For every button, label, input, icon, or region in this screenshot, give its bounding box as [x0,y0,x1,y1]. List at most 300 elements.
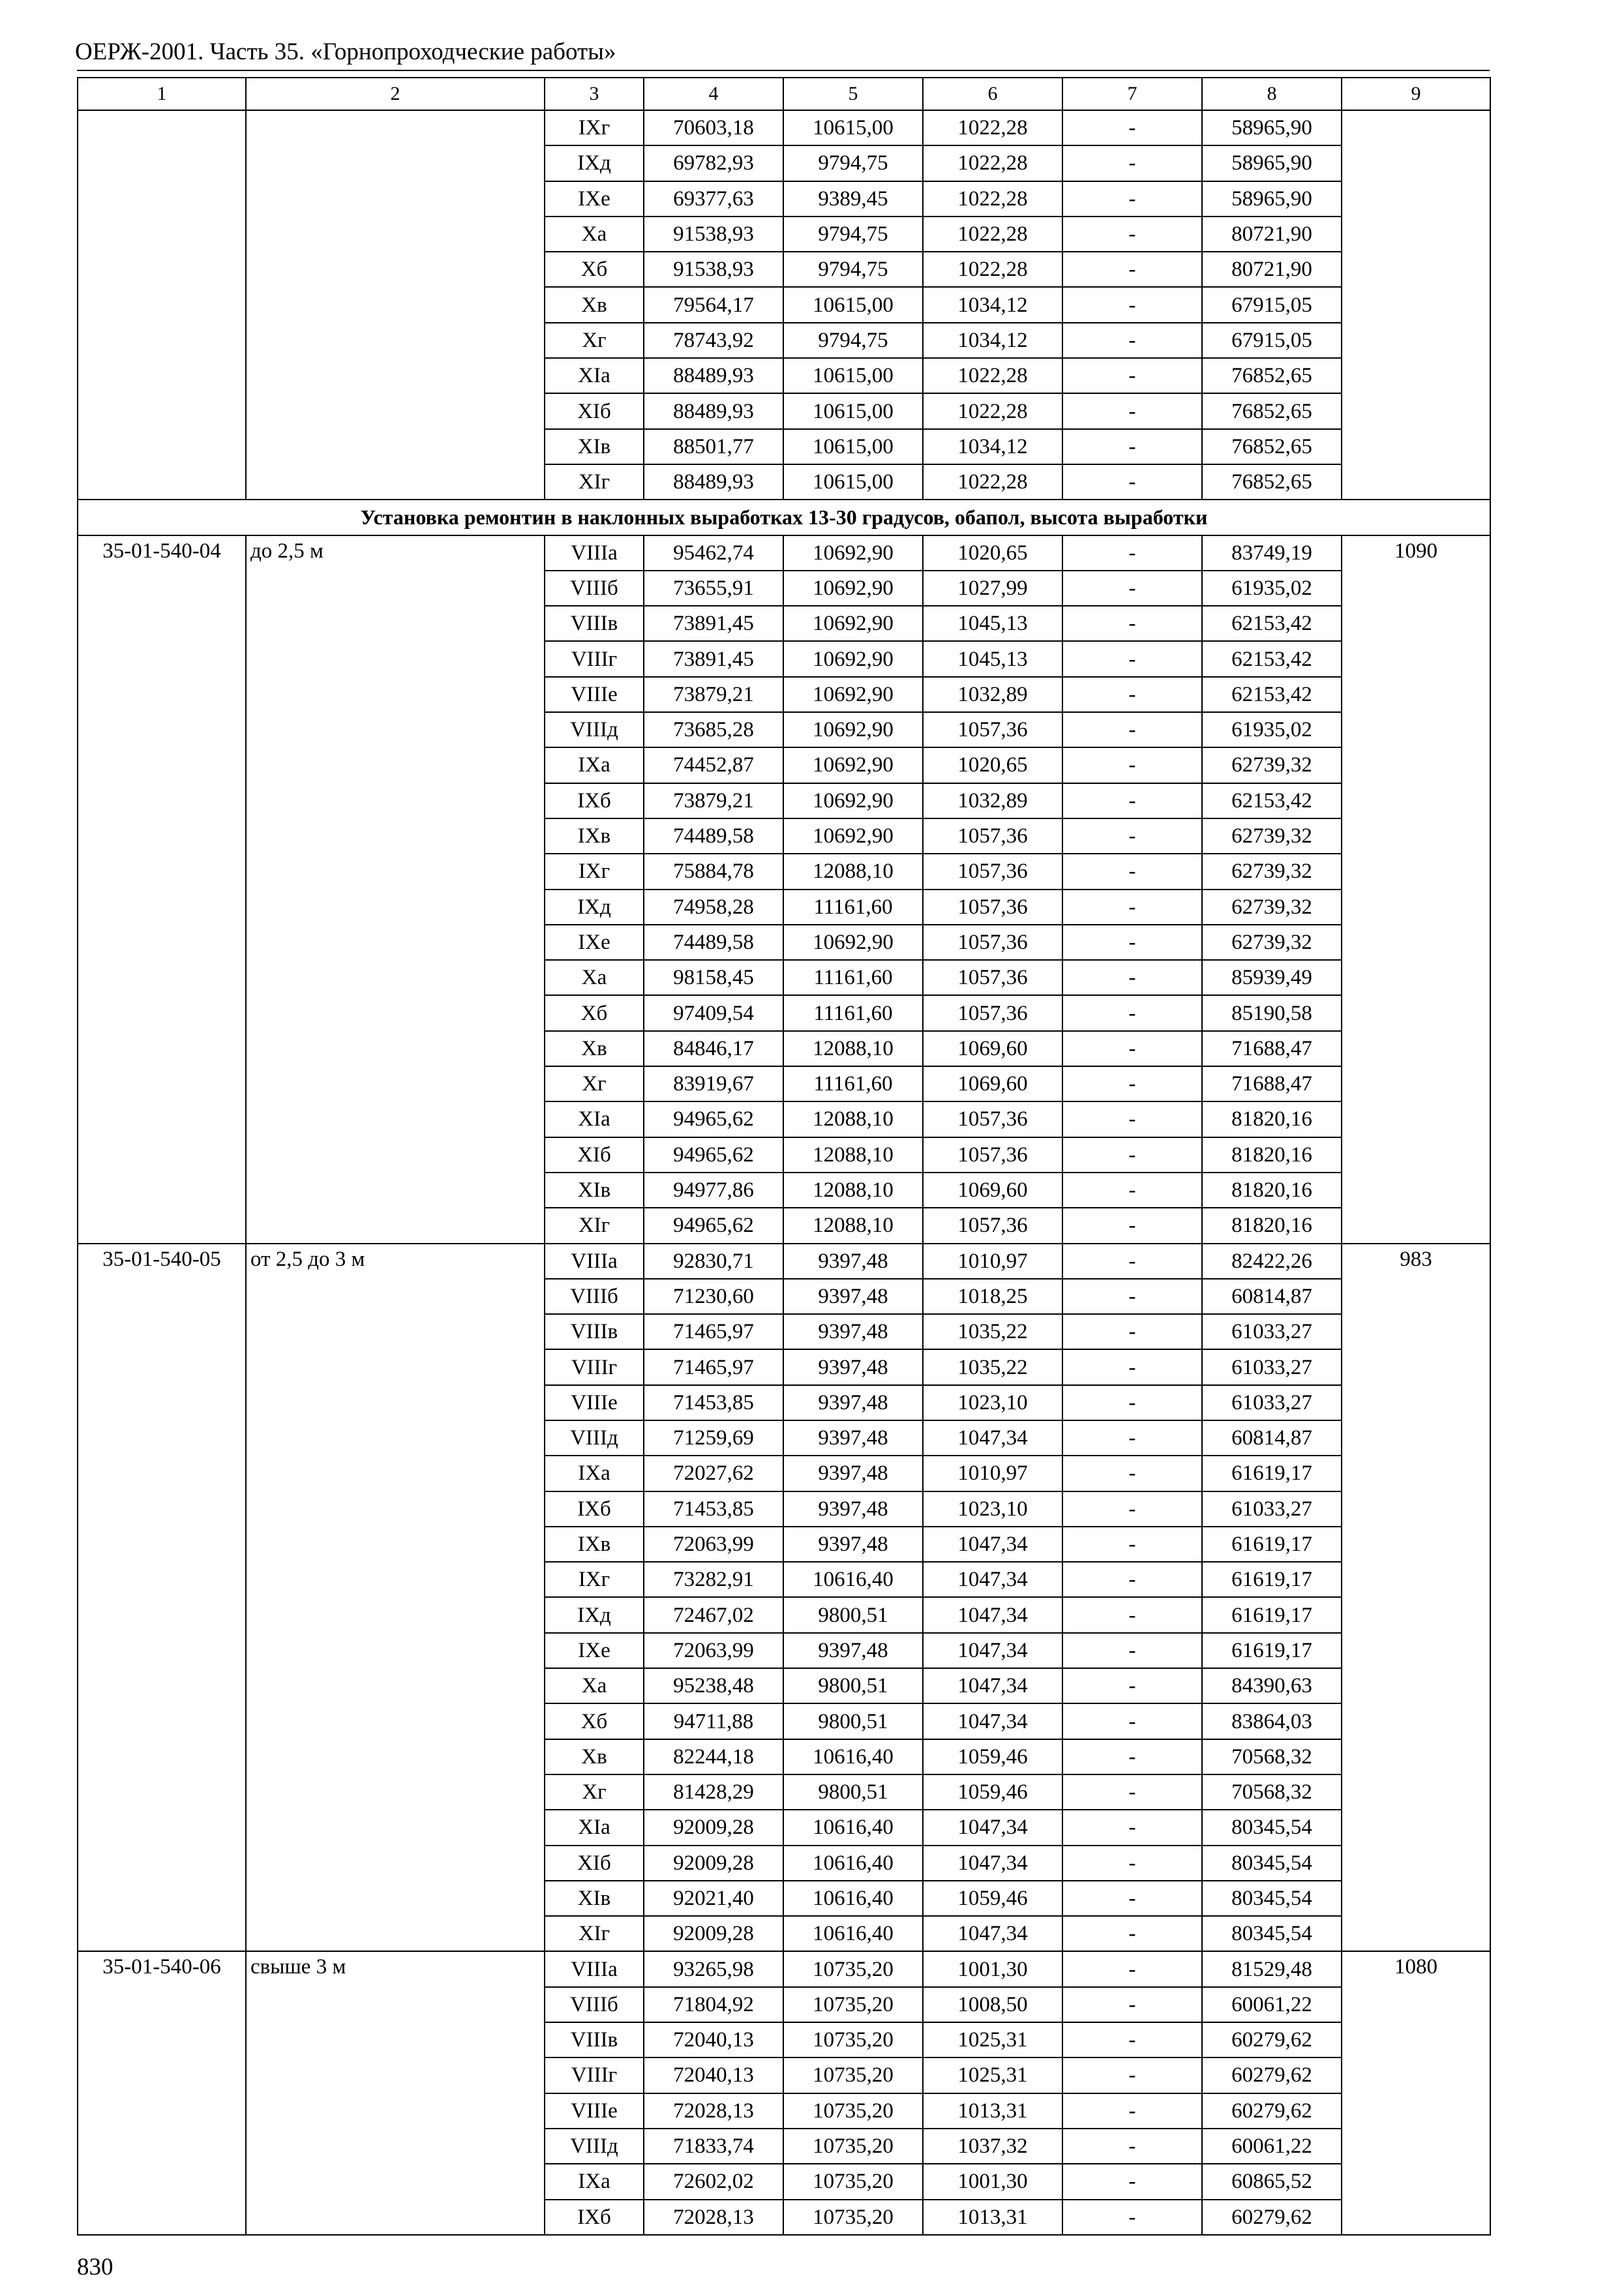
materials-cell: 61935,02 [1202,571,1342,606]
machine-cost-cell: 1032,89 [923,783,1062,818]
grade-cell: XIа [545,358,644,393]
operator-wages-cell: - [1062,1527,1202,1562]
direct-cost-cell: 88489,93 [644,464,783,500]
operator-wages-cell: - [1062,712,1202,747]
direct-cost-cell: 94965,62 [644,1137,783,1173]
wages-cell: 9794,75 [783,217,923,252]
wages-cell: 9397,48 [783,1527,923,1562]
machine-cost-cell: 1057,36 [923,995,1062,1030]
operator-wages-cell: - [1062,1774,1202,1810]
grade-cell: VIIIе [545,2093,644,2129]
labor-cell [1342,110,1490,500]
operator-wages-cell: - [1062,1137,1202,1173]
materials-cell: 76852,65 [1202,358,1342,393]
direct-cost-cell: 72063,99 [644,1633,783,1668]
column-number: 8 [1202,78,1342,110]
grade-cell: VIIIа [545,535,644,571]
machine-cost-cell: 1045,13 [923,641,1062,676]
machine-cost-cell: 1032,89 [923,677,1062,712]
machine-cost-cell: 1010,97 [923,1456,1062,1491]
column-number: 3 [545,78,644,110]
grade-cell: IXе [545,925,644,960]
machine-cost-cell: 1022,28 [923,252,1062,287]
machine-cost-cell: 1022,28 [923,393,1062,428]
description-cell: до 2,5 м [246,535,545,1244]
operator-wages-cell: - [1062,1881,1202,1916]
rates-table [77,77,1491,2236]
wages-cell: 10616,40 [783,1916,923,1951]
operator-wages-cell: - [1062,641,1202,676]
operator-wages-cell: - [1062,2022,1202,2057]
machine-cost-cell: 1057,36 [923,1208,1062,1243]
operator-wages-cell: - [1062,1597,1202,1632]
materials-cell: 60061,22 [1202,1987,1342,2022]
materials-cell: 80345,54 [1202,1881,1342,1916]
materials-cell: 58965,90 [1202,181,1342,217]
wages-cell: 10692,90 [783,677,923,712]
machine-cost-cell: 1059,46 [923,1739,1062,1774]
code-cell: 35-01-540-06 [78,1951,246,2234]
column-number: 4 [644,78,783,110]
materials-cell: 67915,05 [1202,287,1342,322]
wages-cell: 12088,10 [783,1137,923,1173]
wages-cell: 10692,90 [783,571,923,606]
direct-cost-cell: 72040,13 [644,2057,783,2093]
operator-wages-cell: - [1062,287,1202,322]
operator-wages-cell: - [1062,110,1202,145]
machine-cost-cell: 1023,10 [923,1385,1062,1420]
machine-cost-cell: 1047,34 [923,1916,1062,1951]
machine-cost-cell: 1022,28 [923,217,1062,252]
machine-cost-cell: 1047,34 [923,1420,1062,1456]
wages-cell: 10735,20 [783,2022,923,2057]
description-cell: свыше 3 м [246,1951,545,2234]
direct-cost-cell: 92009,28 [644,1810,783,1845]
machine-cost-cell: 1008,50 [923,1987,1062,2022]
direct-cost-cell: 72028,13 [644,2093,783,2129]
wages-cell: 9794,75 [783,252,923,287]
direct-cost-cell: 88489,93 [644,393,783,428]
direct-cost-cell: 73879,21 [644,783,783,818]
materials-cell: 60814,87 [1202,1420,1342,1456]
direct-cost-cell: 73891,45 [644,606,783,641]
operator-wages-cell: - [1062,1633,1202,1668]
materials-cell: 70568,32 [1202,1739,1342,1774]
materials-cell: 62739,32 [1202,818,1342,854]
machine-cost-cell: 1069,60 [923,1173,1062,1208]
operator-wages-cell: - [1062,1031,1202,1066]
machine-cost-cell: 1023,10 [923,1491,1062,1527]
grade-cell: IXа [545,747,644,783]
column-number: 9 [1342,78,1490,110]
grade-cell: VIIIд [545,1420,644,1456]
materials-cell: 76852,65 [1202,393,1342,428]
operator-wages-cell: - [1062,1101,1202,1137]
direct-cost-cell: 73891,45 [644,641,783,676]
machine-cost-cell: 1057,36 [923,960,1062,995]
grade-cell: VIIIб [545,1987,644,2022]
operator-wages-cell: - [1062,995,1202,1030]
wages-cell: 12088,10 [783,1101,923,1137]
materials-cell: 60279,62 [1202,2057,1342,2093]
direct-cost-cell: 83919,67 [644,1066,783,1101]
grade-cell: Xв [545,1739,644,1774]
materials-cell: 81820,16 [1202,1137,1342,1173]
wages-cell: 10615,00 [783,287,923,322]
machine-cost-cell: 1047,34 [923,1810,1062,1845]
grade-cell: IXг [545,854,644,889]
wages-cell: 9800,51 [783,1774,923,1810]
operator-wages-cell: - [1062,1668,1202,1703]
operator-wages-cell: - [1062,854,1202,889]
wages-cell: 10692,90 [783,712,923,747]
machine-cost-cell: 1047,34 [923,1703,1062,1739]
materials-cell: 81820,16 [1202,1208,1342,1243]
operator-wages-cell: - [1062,2057,1202,2093]
wages-cell: 11161,60 [783,890,923,925]
materials-cell: 60279,62 [1202,2200,1342,2235]
materials-cell: 80721,90 [1202,252,1342,287]
page-number: 830 [77,2254,113,2281]
grade-cell: XIа [545,1810,644,1845]
direct-cost-cell: 71453,85 [644,1491,783,1527]
grade-cell: Xб [545,252,644,287]
machine-cost-cell: 1020,65 [923,535,1062,571]
materials-cell: 82422,26 [1202,1244,1342,1279]
direct-cost-cell: 72040,13 [644,2022,783,2057]
operator-wages-cell: - [1062,925,1202,960]
operator-wages-cell: - [1062,606,1202,641]
wages-cell: 10735,20 [783,2200,923,2235]
section-title: Установка ремонтин в наклонных выработках 13-30 градусов, обапол, высота выработки [78,500,1490,535]
direct-cost-cell: 74489,58 [644,925,783,960]
materials-cell: 61619,17 [1202,1597,1342,1632]
operator-wages-cell: - [1062,464,1202,500]
direct-cost-cell: 95462,74 [644,535,783,571]
grade-cell: Xа [545,217,644,252]
materials-cell: 67915,05 [1202,323,1342,358]
wages-cell: 12088,10 [783,1173,923,1208]
machine-cost-cell: 1059,46 [923,1881,1062,1916]
operator-wages-cell: - [1062,1810,1202,1845]
operator-wages-cell: - [1062,252,1202,287]
machine-cost-cell: 1047,34 [923,1597,1062,1632]
machine-cost-cell: 1047,34 [923,1668,1062,1703]
grade-cell: XIв [545,429,644,464]
machine-cost-cell: 1034,12 [923,429,1062,464]
materials-cell: 62153,42 [1202,606,1342,641]
wages-cell: 10692,90 [783,535,923,571]
wages-cell: 10692,90 [783,818,923,854]
grade-cell: VIIIв [545,1314,644,1349]
operator-wages-cell: - [1062,783,1202,818]
materials-cell: 61935,02 [1202,712,1342,747]
operator-wages-cell: - [1062,145,1202,181]
operator-wages-cell: - [1062,1349,1202,1384]
materials-cell: 61619,17 [1202,1633,1342,1668]
materials-cell: 80721,90 [1202,217,1342,252]
materials-cell: 60061,22 [1202,2129,1342,2164]
wages-cell: 11161,60 [783,995,923,1030]
column-number: 6 [923,78,1062,110]
materials-cell: 60279,62 [1202,2022,1342,2057]
description-cell [246,110,545,500]
direct-cost-cell: 91538,93 [644,217,783,252]
direct-cost-cell: 71833,74 [644,2129,783,2164]
direct-cost-cell: 71465,97 [644,1349,783,1384]
section-title-row [78,500,1490,535]
machine-cost-cell: 1047,34 [923,1562,1062,1597]
direct-cost-cell: 72602,02 [644,2164,783,2199]
grade-cell: XIа [545,1101,644,1137]
materials-cell: 61619,17 [1202,1562,1342,1597]
operator-wages-cell: - [1062,890,1202,925]
direct-cost-cell: 93265,98 [644,1951,783,1986]
materials-cell: 71688,47 [1202,1066,1342,1101]
operator-wages-cell: - [1062,1703,1202,1739]
operator-wages-cell: - [1062,2200,1202,2235]
grade-cell: Xв [545,1031,644,1066]
wages-cell: 10615,00 [783,464,923,500]
materials-cell: 83749,19 [1202,535,1342,571]
header-rule [77,70,1490,71]
materials-cell: 61033,27 [1202,1491,1342,1527]
materials-cell: 62739,32 [1202,890,1342,925]
materials-cell: 85190,58 [1202,995,1342,1030]
machine-cost-cell: 1013,31 [923,2200,1062,2235]
materials-cell: 81820,16 [1202,1173,1342,1208]
grade-cell: Xв [545,287,644,322]
table-row [78,1951,1490,1986]
operator-wages-cell: - [1062,1066,1202,1101]
machine-cost-cell: 1037,32 [923,2129,1062,2164]
labor-cell: 1090 [1342,535,1490,1244]
direct-cost-cell: 73685,28 [644,712,783,747]
wages-cell: 10692,90 [783,747,923,783]
wages-cell: 9397,48 [783,1491,923,1527]
grade-cell: IXб [545,2200,644,2235]
direct-cost-cell: 71465,97 [644,1314,783,1349]
operator-wages-cell: - [1062,677,1202,712]
page-header: ОЕРЖ-2001. Часть 35. «Горнопроходческие работы» [75,38,616,65]
machine-cost-cell: 1022,28 [923,464,1062,500]
wages-cell: 10692,90 [783,925,923,960]
grade-cell: VIIIв [545,606,644,641]
machine-cost-cell: 1025,31 [923,2057,1062,2093]
machine-cost-cell: 1057,36 [923,1101,1062,1137]
description-cell: от 2,5 до 3 м [246,1244,545,1952]
machine-cost-cell: 1069,60 [923,1066,1062,1101]
wages-cell: 10616,40 [783,1881,923,1916]
direct-cost-cell: 79564,17 [644,287,783,322]
operator-wages-cell: - [1062,535,1202,571]
machine-cost-cell: 1013,31 [923,2093,1062,2129]
grade-cell: VIIIа [545,1951,644,1986]
grade-cell: IXд [545,890,644,925]
materials-cell: 80345,54 [1202,1810,1342,1845]
machine-cost-cell: 1045,13 [923,606,1062,641]
machine-cost-cell: 1027,99 [923,571,1062,606]
direct-cost-cell: 72467,02 [644,1597,783,1632]
materials-cell: 61033,27 [1202,1314,1342,1349]
direct-cost-cell: 94965,62 [644,1101,783,1137]
direct-cost-cell: 95238,48 [644,1668,783,1703]
materials-cell: 58965,90 [1202,110,1342,145]
direct-cost-cell: 69782,93 [644,145,783,181]
wages-cell: 10616,40 [783,1846,923,1881]
direct-cost-cell: 88489,93 [644,358,783,393]
wages-cell: 9800,51 [783,1703,923,1739]
operator-wages-cell: - [1062,1279,1202,1314]
machine-cost-cell: 1047,34 [923,1846,1062,1881]
operator-wages-cell: - [1062,1951,1202,1986]
operator-wages-cell: - [1062,1916,1202,1951]
direct-cost-cell: 71259,69 [644,1420,783,1456]
direct-cost-cell: 94965,62 [644,1208,783,1243]
grade-cell: IXб [545,1491,644,1527]
grade-cell: Xг [545,323,644,358]
direct-cost-cell: 98158,45 [644,960,783,995]
machine-cost-cell: 1059,46 [923,1774,1062,1810]
operator-wages-cell: - [1062,960,1202,995]
grade-cell: IXв [545,1527,644,1562]
direct-cost-cell: 94711,88 [644,1703,783,1739]
wages-cell: 10615,00 [783,429,923,464]
grade-cell: VIIIб [545,571,644,606]
grade-cell: IXб [545,783,644,818]
wages-cell: 12088,10 [783,1031,923,1066]
grade-cell: IXг [545,110,644,145]
column-number: 2 [246,78,545,110]
column-number-row [78,78,1490,110]
direct-cost-cell: 97409,54 [644,995,783,1030]
direct-cost-cell: 74489,58 [644,818,783,854]
materials-cell: 81820,16 [1202,1101,1342,1137]
machine-cost-cell: 1001,30 [923,1951,1062,1986]
grade-cell: IXд [545,1597,644,1632]
wages-cell: 10615,00 [783,393,923,428]
column-number: 1 [78,78,246,110]
table-row [78,1244,1490,1279]
direct-cost-cell: 78743,92 [644,323,783,358]
machine-cost-cell: 1001,30 [923,2164,1062,2199]
direct-cost-cell: 81428,29 [644,1774,783,1810]
direct-cost-cell: 92830,71 [644,1244,783,1279]
direct-cost-cell: 73655,91 [644,571,783,606]
grade-cell: IXе [545,181,644,217]
wages-cell: 12088,10 [783,854,923,889]
wages-cell: 10735,20 [783,2093,923,2129]
materials-cell: 80345,54 [1202,1916,1342,1951]
wages-cell: 9389,45 [783,181,923,217]
operator-wages-cell: - [1062,1244,1202,1279]
machine-cost-cell: 1010,97 [923,1244,1062,1279]
direct-cost-cell: 70603,18 [644,110,783,145]
wages-cell: 9397,48 [783,1633,923,1668]
wages-cell: 10692,90 [783,783,923,818]
materials-cell: 62739,32 [1202,854,1342,889]
machine-cost-cell: 1047,34 [923,1633,1062,1668]
wages-cell: 10616,40 [783,1562,923,1597]
wages-cell: 10692,90 [783,641,923,676]
materials-cell: 60279,62 [1202,2093,1342,2129]
grade-cell: VIIIг [545,1349,644,1384]
materials-cell: 76852,65 [1202,429,1342,464]
labor-cell: 983 [1342,1244,1490,1952]
machine-cost-cell: 1057,36 [923,1137,1062,1173]
grade-cell: Xа [545,960,644,995]
code-cell [78,110,246,500]
wages-cell: 10616,40 [783,1739,923,1774]
code-cell: 35-01-540-04 [78,535,246,1244]
wages-cell: 10616,40 [783,1810,923,1845]
grade-cell: XIг [545,464,644,500]
operator-wages-cell: - [1062,323,1202,358]
wages-cell: 9397,48 [783,1420,923,1456]
grade-cell: XIб [545,1137,644,1173]
grade-cell: VIIIа [545,1244,644,1279]
machine-cost-cell: 1018,25 [923,1279,1062,1314]
grade-cell: IXв [545,818,644,854]
materials-cell: 61033,27 [1202,1349,1342,1384]
operator-wages-cell: - [1062,1173,1202,1208]
table-body [78,78,1490,2235]
grade-cell: IXг [545,1562,644,1597]
direct-cost-cell: 92009,28 [644,1916,783,1951]
machine-cost-cell: 1057,36 [923,890,1062,925]
direct-cost-cell: 92009,28 [644,1846,783,1881]
wages-cell: 10615,00 [783,110,923,145]
operator-wages-cell: - [1062,1987,1202,2022]
direct-cost-cell: 69377,63 [644,181,783,217]
grade-cell: VIIIе [545,1385,644,1420]
wages-cell: 11161,60 [783,960,923,995]
operator-wages-cell: - [1062,2129,1202,2164]
materials-cell: 58965,90 [1202,145,1342,181]
direct-cost-cell: 91538,93 [644,252,783,287]
machine-cost-cell: 1057,36 [923,712,1062,747]
grade-cell: Xа [545,1668,644,1703]
code-cell: 35-01-540-05 [78,1244,246,1952]
grade-cell: XIв [545,1881,644,1916]
operator-wages-cell: - [1062,1385,1202,1420]
grade-cell: Xг [545,1066,644,1101]
materials-cell: 61033,27 [1202,1385,1342,1420]
labor-cell: 1080 [1342,1951,1490,2234]
materials-cell: 62153,42 [1202,677,1342,712]
operator-wages-cell: - [1062,1420,1202,1456]
materials-cell: 76852,65 [1202,464,1342,500]
grade-cell: VIIIе [545,677,644,712]
wages-cell: 9397,48 [783,1279,923,1314]
materials-cell: 62153,42 [1202,641,1342,676]
wages-cell: 10735,20 [783,2057,923,2093]
machine-cost-cell: 1034,12 [923,287,1062,322]
direct-cost-cell: 71804,92 [644,1987,783,2022]
direct-cost-cell: 71453,85 [644,1385,783,1420]
grade-cell: XIг [545,1916,644,1951]
wages-cell: 9800,51 [783,1597,923,1632]
grade-cell: XIв [545,1173,644,1208]
operator-wages-cell: - [1062,217,1202,252]
materials-cell: 83864,03 [1202,1703,1342,1739]
wages-cell: 9794,75 [783,323,923,358]
wages-cell: 9397,48 [783,1385,923,1420]
direct-cost-cell: 94977,86 [644,1173,783,1208]
wages-cell: 9397,48 [783,1314,923,1349]
machine-cost-cell: 1057,36 [923,854,1062,889]
direct-cost-cell: 75884,78 [644,854,783,889]
